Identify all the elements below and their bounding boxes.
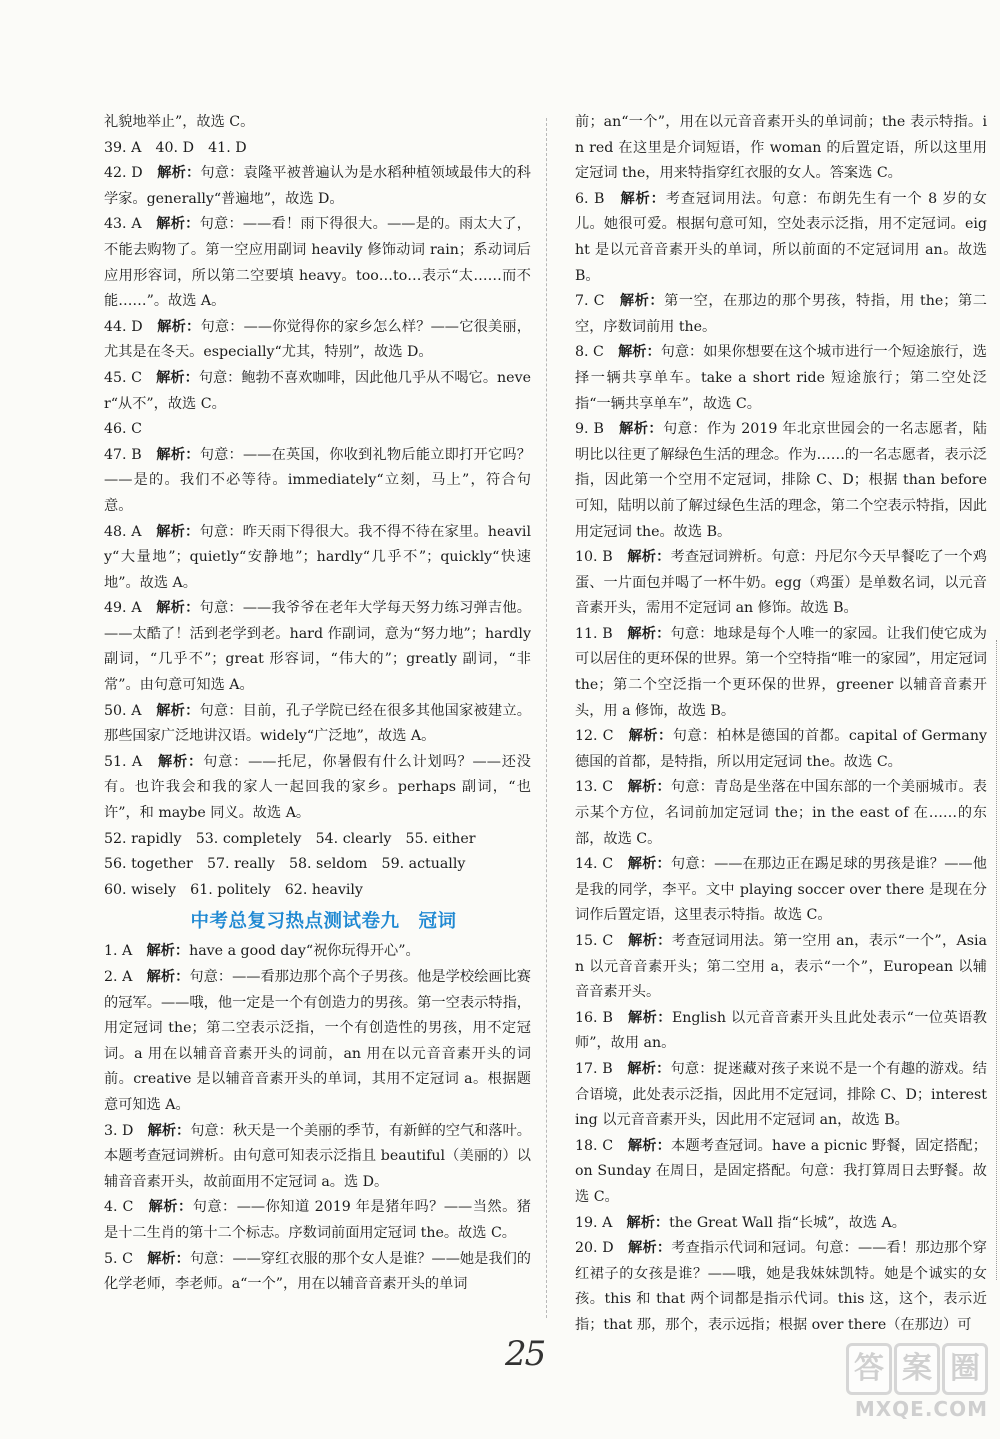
answer-item: 9. B 解析：句意：作为 2019 年北京世园会的一名志愿者，陆明比以往更了解绿色生活的理念。作为……的一名志愿者，表示泛指，因此第一个空用不定冠词，排除 C、D；根据 than before 可知，陆明以前了解过绿色生活的理念，第二个空表示特指，因此用定冠词 the。故选 B。 bbox=[575, 421, 987, 540]
watermark-url: MXQE.COM bbox=[854, 1397, 988, 1421]
answer-item: 礼貌地举止”，故选 C。 bbox=[104, 114, 255, 130]
answer-item: 44. D 解析：句意：——你觉得你的家乡怎么样？——它很美丽，尤其是在冬天。especially“尤其，特别”，故选 D。 bbox=[104, 318, 531, 361]
answer-item: 20. D 解析：考查指示代词和冠词。句意：——看！那边那个穿红裙子的女孩是谁？——哦，她是我妹妹凯特。她是个诚实的女孩。this 和 that 两个词都是指示代词。this 这，这个，表示近指；that 那，那个，表示远指；根据 over there（在那边）可 bbox=[575, 1240, 987, 1333]
answer-item: 前；an“一个”，用在以元音音素开头的单词前；the 表示特指。in red 在这里是介词短语，作 woman 的后置定语，所以这里用定冠词 the，用来特指穿红衣服的女人。答案选 C。 bbox=[575, 114, 987, 182]
answer-item: 47. B 解析：句意：——在英国，你收到礼物后能立即打开它吗？——是的。我们不必等待。immediately“立刻，马上”，符合句意。 bbox=[104, 446, 531, 514]
analysis-label: 解析： bbox=[628, 728, 673, 745]
analysis-label: 解析： bbox=[158, 753, 204, 770]
watermark-logo bbox=[798, 1343, 988, 1421]
answer-item: 6. B 解析：考查冠词用法。句意：布朗先生有一个 8 岁的女儿。她很可爱。根据句意可知，空处表示泛指，用不定冠词。eight 是以元音音素开头的单词，所以前面的不定冠词用 an。故选 B。 bbox=[575, 190, 987, 284]
answer-item: 4. C 解析：句意：——你知道 2019 年是猪年吗？——当然。猪是十二生肖的第十二个标志。序数词前面用定冠词 the。故选 C。 bbox=[104, 1199, 531, 1241]
section-title: 中考总复习热点测试卷九 冠词 bbox=[190, 911, 457, 933]
analysis-label: 解析： bbox=[627, 1137, 672, 1154]
right-column bbox=[575, 110, 987, 1339]
answer-item: 7. C 解析：第一空，在那边的那个男孩，特指，用 the；第二空，序数词前用 the。 bbox=[575, 293, 987, 335]
answer-item: 49. A 解析：句意：——我爷爷在老年大学每天努力练习弹吉他。——太酷了！活到老学到老。hard 作副词，意为“努力地”；hardly 副词，“几乎不”；great 形容词，“伟大的”；greatly 副词，“非常”。由句意可知选 A。 bbox=[104, 600, 531, 694]
answer-item: 15. C 解析：考查冠词用法。第一空用 an，表示“一个”，Asian 以元音音素开头；第二空用 a，表示“一个”，European 以辅音音素开头。 bbox=[575, 933, 987, 1001]
analysis-label: 解析： bbox=[156, 216, 200, 233]
answer-item: 39. A 40. D 41. D bbox=[104, 139, 247, 156]
analysis-label: 解析： bbox=[148, 1199, 193, 1216]
analysis-label: 解析： bbox=[627, 625, 671, 642]
answer-item: 8. C 解析：句意：如果你想要在这个城市进行一个短途旅行，选择一辆共享单车。take a short ride 短途旅行；第二空处泛指“一辆共享单车”，故选 C。 bbox=[575, 344, 987, 412]
answer-item: 16. B 解析：English 以元音音素开头且此处表示“一位英语教师”，故用 an。 bbox=[575, 1009, 987, 1052]
analysis-label: 解析： bbox=[628, 1240, 672, 1257]
analysis-label: 解析： bbox=[146, 943, 190, 960]
answer-item: 10. B 解析：考查冠词辨析。句意：丹尼尔今天早餐吃了一个鸡蛋、一片面包并喝了一杯牛奶。egg（鸡蛋）是单数名词，以元音音素开头，需用不定冠词 an 修饰。故选 B。 bbox=[575, 549, 987, 617]
page-number: 25 bbox=[505, 1334, 545, 1374]
answer-item: 18. C 解析：本题考查冠词。have a picnic 野餐，固定搭配；on Sunday 在周日，是固定搭配。句意：我打算周日去野餐。故选 C。 bbox=[575, 1137, 987, 1205]
analysis-label: 解析： bbox=[147, 1250, 190, 1267]
answer-item: 17. B 解析：句意：捉迷藏对孩子来说不是一个有趣的游戏。结合语境，此处表示泛指，因此用不定冠词，排除 C、D；interesting 以元音音素开头，因此用不定冠词 an，故选 B。 bbox=[575, 1060, 987, 1129]
analysis-label: 解析： bbox=[619, 421, 664, 438]
analysis-label: 解析： bbox=[618, 344, 661, 361]
analysis-label: 解析： bbox=[626, 1214, 670, 1231]
analysis-label: 解析： bbox=[628, 933, 672, 949]
analysis-label: 解析： bbox=[627, 549, 671, 566]
scan-edge-line bbox=[996, 640, 997, 1280]
answer-item: 45. C 解析：句意：鲍勃不喜欢咖啡，因此他几乎从不喝它。never“从不”，故选 C。 bbox=[104, 369, 531, 412]
answer-item: 46. C bbox=[104, 421, 142, 438]
analysis-label: 解析： bbox=[619, 293, 665, 310]
answer-item: 60. wisely 61. politely 62. heavily bbox=[104, 881, 363, 898]
answer-item: 14. C 解析：句意：——在那边正在踢足球的男孩是谁？——他是我的同学，李平。文中 playing soccer over there 是现在分词作后置定语，这里表示特指。故选 C。 bbox=[575, 856, 987, 924]
answer-item: 12. C 解析：句意：柏林是德国的首都。capital of Germany 德国的首都，是特指，所以用定冠词 the。故选 C。 bbox=[575, 728, 987, 770]
analysis-label: 解析： bbox=[157, 165, 201, 182]
analysis-label: 解析： bbox=[147, 1122, 191, 1139]
answer-item: 1. A 解析：have a good day“祝你玩得开心”。 bbox=[104, 943, 420, 960]
watermark-char: 答 bbox=[846, 1343, 892, 1395]
answer-item: 52. rapidly 53. completely 54. clearly 55. either bbox=[104, 830, 476, 847]
answer-item: 51. A 解析：句意：——托尼，你暑假有什么计划吗？——还没有。也许我会和我的家人一起回我的家乡。perhaps 副词，“也许”，和 maybe 同义。故选 A。 bbox=[104, 753, 531, 822]
analysis-label: 解析： bbox=[156, 702, 200, 719]
left-column bbox=[104, 110, 531, 1298]
analysis-label: 解析： bbox=[156, 523, 200, 540]
analysis-label: 解析： bbox=[620, 190, 666, 207]
analysis-label: 解析： bbox=[627, 779, 671, 796]
answer-item: 50. A 解析：句意：目前，孔子学院已经在很多其他国家被建立。那些国家广泛地讲汉语。widely“广泛地”，故选 A。 bbox=[104, 702, 531, 745]
answer-item: 11. B 解析：句意：地球是每个人唯一的家园。让我们使它成为可以居住的更环保的世界。第一个空特指“唯一的家园”，用定冠词 the；第二个空泛指一个更环保的世界，greener 以辅音音素开头，用 a 修饰，故选 B。 bbox=[575, 625, 987, 719]
answer-item: 2. A 解析：句意：——看那边那个高个子男孩。他是学校绘画比赛的冠军。——哦，他一定是一个有创造力的男孩。第一空表示特指，用定冠词 the；第二空表示泛指，一个有创造性的男孩，用不定冠词。a 用在以辅音音素开头的词前，an 用在以元音音素开头的词前。creative 是以辅音音素开头的单词，其用不定冠词 a。根据题意可知选 A。 bbox=[104, 969, 531, 1113]
analysis-label: 解析： bbox=[156, 600, 200, 617]
left-answer-list-2 bbox=[104, 939, 531, 1297]
analysis-label: 解析： bbox=[157, 318, 201, 335]
answer-item: 43. A 解析：句意：——看！雨下得很大。——是的。雨太大了，不能去购物了。第一空应用副词 heavily 修饰动词 rain；系动词后应用形容词，所以第二空要填 heavy。too…to…表示“太……而不能……”。故选 A。 bbox=[104, 216, 531, 310]
column-divider bbox=[546, 118, 547, 1318]
watermark-char: 圈 bbox=[942, 1343, 988, 1395]
answer-item: 48. A 解析：句意：昨天雨下得很大。我不得不待在家里。heavily“大量地”；quietly“安静地”；hardly“几乎不”；quickly“快速地”。故选 A。 bbox=[104, 523, 531, 591]
right-answer-list bbox=[575, 110, 987, 1339]
answer-item: 19. A 解析：the Great Wall 指“长城”，故选 A。 bbox=[575, 1214, 906, 1231]
analysis-label: 解析： bbox=[156, 369, 199, 386]
analysis-label: 解析： bbox=[627, 856, 671, 873]
analysis-label: 解析： bbox=[627, 1060, 671, 1077]
answer-item: 3. D 解析：句意：秋天是一个美丽的季节，有新鲜的空气和落叶。本题考查冠词辨析。由句意可知表示泛指且 beautiful（美丽的）以辅音音素开头，故前面用不定冠词 a。选 D。 bbox=[104, 1122, 531, 1190]
answer-item: 56. together 57. really 58. seldom 59. actually bbox=[104, 856, 466, 873]
answer-item: 5. C 解析：句意：——穿红衣服的那个女人是谁？——她是我们的化学老师，李老师。a“一个”，用在以辅音音素开头的单词 bbox=[104, 1250, 531, 1293]
answer-item: 13. C 解析：句意：青岛是坐落在中国东部的一个美丽城市。表示某个方位，名词前加定冠词 the；in the east of 在……的东部，故选 C。 bbox=[575, 779, 987, 847]
answer-item: 42. D 解析：句意：袁隆平被普遍认为是水稻种植领域最伟大的科学家。generally“普遍地”，故选 D。 bbox=[104, 165, 531, 207]
analysis-label: 解析： bbox=[146, 969, 190, 985]
watermark-char: 案 bbox=[894, 1343, 940, 1395]
analysis-label: 解析： bbox=[156, 446, 200, 463]
watermark-mark bbox=[798, 1343, 988, 1395]
left-answer-list bbox=[104, 110, 531, 903]
analysis-label: 解析： bbox=[628, 1009, 672, 1026]
